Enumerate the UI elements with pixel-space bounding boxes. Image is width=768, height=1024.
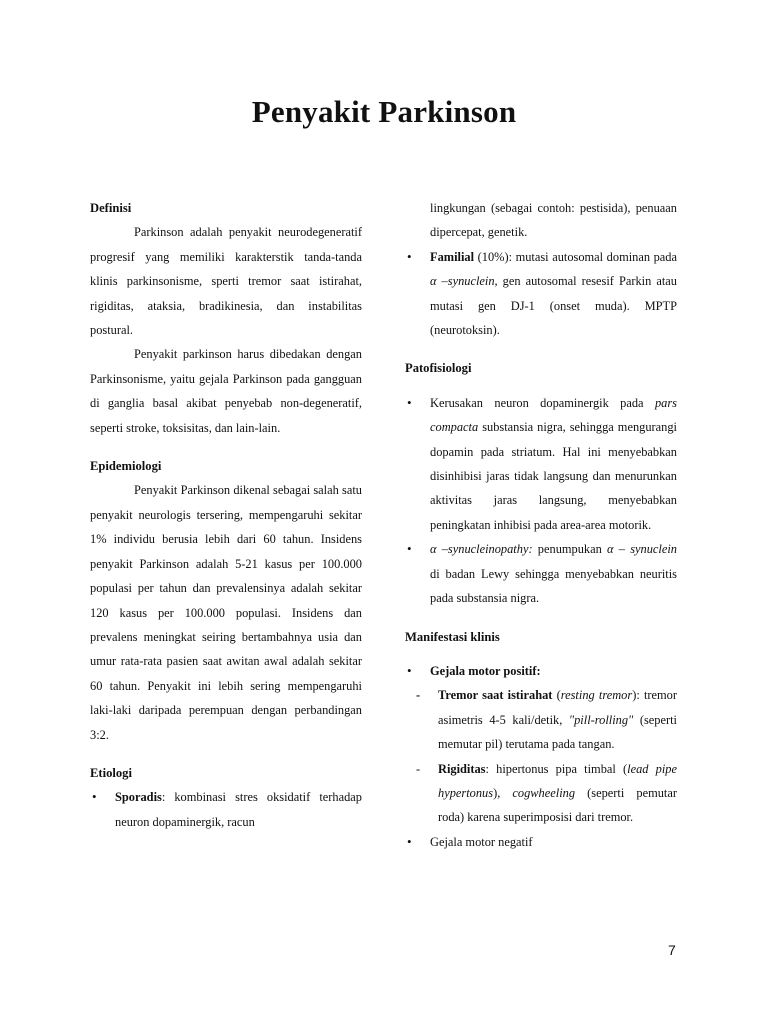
list-item [405, 683, 677, 756]
manifestasi-heading: Manifestasi klinis [405, 629, 500, 644]
familial-rest: gen autosomal resesif Parkin atau mutasi gen DJ-1 (onset muda). MPTP (neurotoksin). [430, 274, 678, 338]
list-item [405, 391, 677, 537]
patofisiologi-list [405, 391, 677, 611]
sporadis-text: : kombinasi stres oksidatif terhadap neuron dopaminergik, racun [115, 790, 362, 829]
etiologi-continued: lingkungan (sebagai contoh: pestisida), penuaan dipercepat, genetik. [430, 201, 677, 240]
manifestasi-list [405, 659, 677, 854]
epidemiologi-paragraph: Penyakit Parkinson dikenal sebagai salah satu penyakit neurologis tersering, mempengaruhi sekitar 1% individu berusia lebih dari 60 tahun. Insidens penyakit Parkinson adalah 5-21 kasus per 100.000 populasi per tahun dan prevalensinya adalah sekitar 120 kasus per 100.000 populasi. Insidens dan prevalens meningkat seiring bertambahnya usia dan umur rata-rata pasien saat awitan awal adalah sekitar 60 tahun. Penyakit ini lebih sering mempengaruhi laki-laki daripada perempuan dengan perbandingan 3:2. [90, 483, 362, 742]
cogwheeling-term: cogwheeling [512, 785, 576, 800]
rigiditas-text: : hipertonus pipa timbal ( [485, 761, 628, 776]
familial-label: Familial [430, 249, 475, 264]
pato-text: di badan Lewy sehingga menyebabkan neuritis pada substansia nigra. [430, 566, 677, 606]
epidemiologi-heading: Epidemiologi [90, 459, 162, 474]
rigiditas-text: (seperti pemutar roda) karena superimposisi dari tremor. [438, 785, 677, 825]
rigiditas-label: Rigiditas [438, 761, 486, 776]
patofisiologi-heading: Patofisiologi [405, 361, 472, 376]
gejala-negatif-label: Gejala motor negatif [430, 834, 533, 849]
page-number: 7 [668, 942, 676, 958]
definisi-heading: Definisi [90, 201, 132, 215]
left-column [90, 196, 362, 834]
etiologi-list [90, 785, 362, 834]
familial-text: (10%): mutasi autosomal dominan pada [474, 249, 677, 264]
synuclein-term: α – synuclein [607, 542, 677, 557]
pars-compacta-term: pars compacta [430, 395, 677, 435]
etiologi-list-continued [405, 245, 677, 343]
tremor-text: ): tremor asimetris 4-5 kali/detik, [438, 688, 677, 727]
pato-text: substansia nigra, sehingga mengurangi dopamin pada striatum. Hal ini menyebabkan disinhibisi jaras tidak langsung dan menurunkan aktivitas jaras langsung, menyebabkan peningkatan inhibisi pada area-area motorik. [430, 420, 677, 532]
pato-text: penumpukan [532, 542, 608, 557]
dash-marker: - [416, 761, 421, 776]
list-item [405, 659, 677, 683]
tremor-text: ( [552, 688, 561, 703]
list-item [90, 785, 362, 834]
right-column [405, 196, 677, 854]
tremor-label: Tremor saat istirahat [438, 688, 553, 703]
list-item [405, 245, 677, 343]
definisi-paragraph-1: Parkinson adalah penyakit neurodegeneratif progresif yang memiliki karakterstik tanda-tanda klinis parkinsonisme, sperti tremor saat istirahat, rigiditas, ataksia, bradikinesia, dan instabilitas postural. [90, 225, 362, 338]
definisi-paragraph-2: Penyakit parkinson harus dibedakan dengan Parkinsonisme, yaitu gejala Parkinson pada gangguan di ganglia basal akibat penyebab non-degeneratif, seperti stroke, toksisitas, dan lain-lain. [90, 347, 362, 435]
rigiditas-text: ), [493, 785, 513, 800]
list-item [405, 757, 677, 830]
resting-tremor-term: resting tremor [560, 688, 633, 703]
tremor-text: (seperti memutar pil) terutama pada tangan. [438, 712, 677, 752]
dash-marker: - [416, 688, 421, 703]
sporadis-label: Sporadis [115, 790, 162, 805]
list-item [405, 830, 677, 854]
lead-pipe-term: lead pipe hypertonus [438, 761, 677, 800]
pill-rolling-term: "pill-rolling" [568, 712, 634, 727]
etiologi-heading: Etiologi [90, 765, 132, 780]
alpha-synuclein-term: α –synuclein, [430, 274, 498, 289]
gejala-positif-label: Gejala motor positif: [430, 663, 541, 678]
list-item [405, 537, 677, 610]
synucleinopathy-term: α –synucleinopathy: [430, 542, 533, 557]
page-title: Penyakit Parkinson [251, 94, 517, 129]
pato-text: Kerusakan neuron dopaminergik pada [430, 395, 655, 410]
